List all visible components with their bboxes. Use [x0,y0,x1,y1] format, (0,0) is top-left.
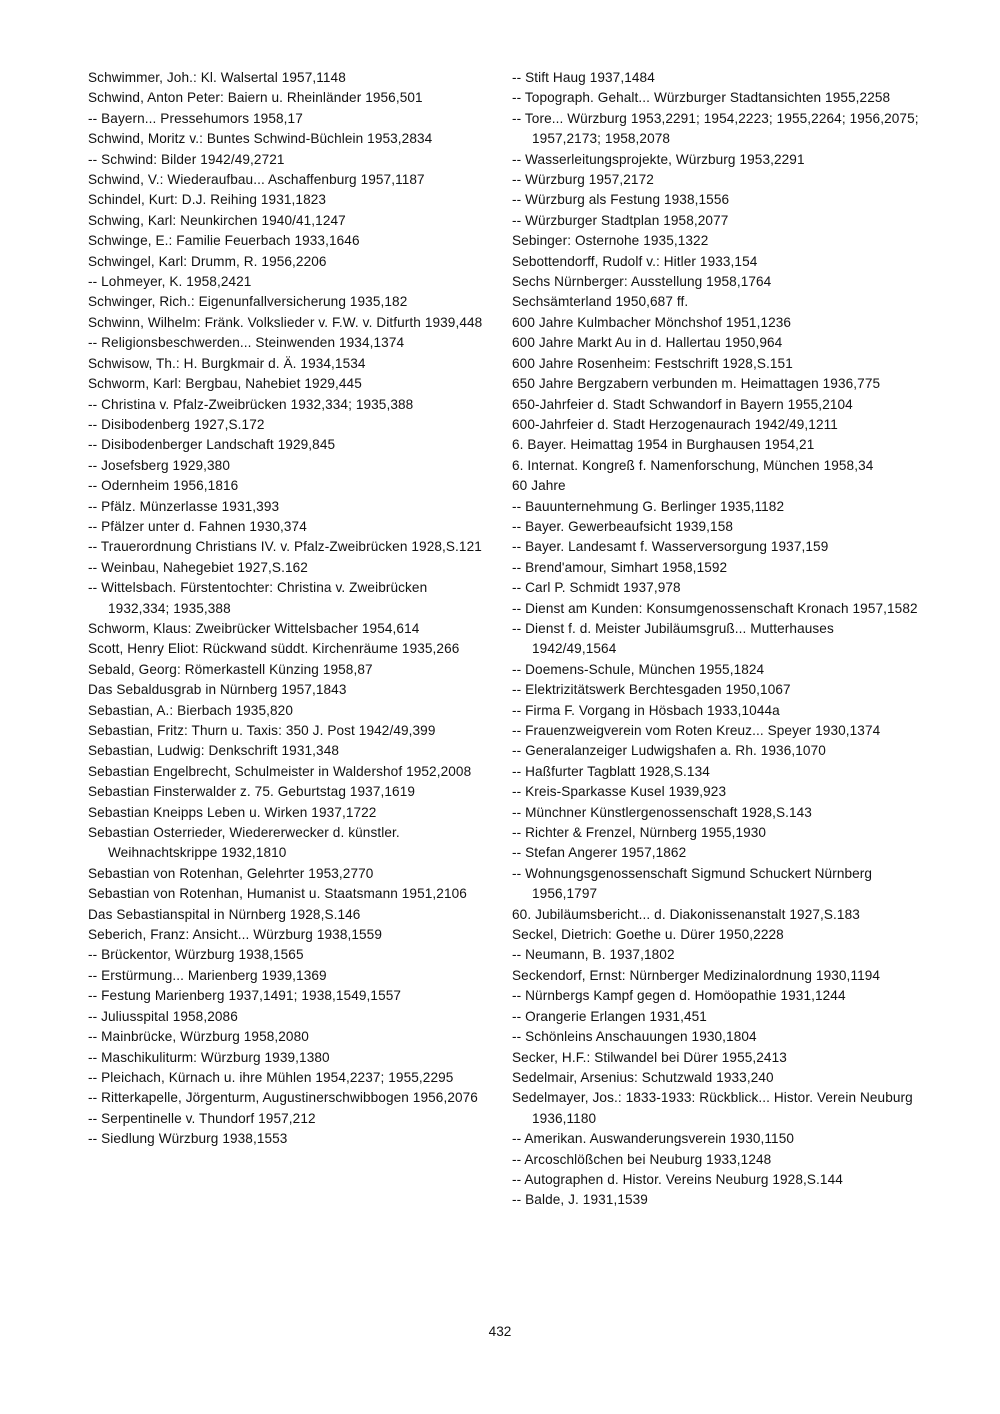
index-entry: Schworm, Karl: Bergbau, Nahebiet 1929,445 [88,376,362,392]
index-entry: -- Würzburg 1957,2172 [512,172,654,188]
index-entry: Sebastian von Rotenhan, Humanist u. Staatsmann 1951,2106 [88,886,467,902]
index-entry: Sebastian von Rotenhan, Gelehrter 1953,2770 [88,865,374,881]
index-entry: -- Frauenzweigverein vom Roten Kreuz... Speyer 1930,1374 [512,723,881,738]
index-entry: Sedelmair, Arsenius: Schutzwald 1933,240 [512,1069,774,1085]
index-entry: -- Religionsbeschwerden... Steinwenden 1934,1374 [88,335,405,351]
index-entry: Schwind, Anton Peter: Baiern u. Rheinländer 1956,501 [88,90,423,106]
index-entry: -- Doemens-Schule, München 1955,1824 [512,661,765,677]
index-entry: Scott, Henry Eliot: Rückwand süddt. Kirchenräume 1935,266 [88,641,460,657]
index-entry: Schwind, V.: Wiederaufbau... Aschaffenburg 1957,1187 [88,172,425,188]
index-entry: Sebinger: Osternohe 1935,1322 [512,233,709,249]
index-entry: -- Pfälzer unter d. Fahnen 1930,374 [88,518,307,534]
index-entry: -- Disibodenberger Landschaft 1929,845 [88,437,336,453]
index-entry: -- Disibodenberg 1927,S.172 [88,416,265,432]
index-entry: -- Siedlung Würzburg 1938,1553 [88,1131,288,1147]
index-entry: -- Brend'amour, Simhart 1958,1592 [512,559,728,575]
index-entry: Das Sebastianspital in Nürnberg 1928,S.146 [88,906,361,922]
index-entry: Sebastian, Fritz: Thurn u. Taxis: 350 J. Post 1942/49,399 [88,723,436,738]
index-entry: Sedelmayer, Jos.: 1833-1933: Rückblick... Histor. Verein Neuburg 1936,1180 [512,1090,913,1126]
index-entry: -- Festung Marienberg 1937,1491; 1938,1549,1557 [88,988,402,1004]
index-entry: Schwinn, Wilhelm: Fränk. Volkslieder v. F.W. v. Ditfurth 1939,448 [88,314,483,330]
index-entry: 60. Jubiläumsbericht... d. Diakonissenanstalt 1927,S.183 [512,906,860,922]
index-entry: Sebastian Osterrieder, Wiedererwecker d. künstler. Weihnachtskrippe 1932,1810 [88,825,400,861]
index-entry: -- Stefan Angerer 1957,1862 [512,845,687,861]
index-entry: -- Neumann, B. 1937,1802 [512,947,675,963]
index-entry: Sebottendorff, Rudolf v.: Hitler 1933,154 [512,253,758,269]
index-entry: -- Generalanzeiger Ludwigshafen a. Rh. 1936,1070 [512,743,826,759]
index-entry: Secker, H.F.: Stilwandel bei Dürer 1955,2413 [512,1049,787,1065]
index-entry: -- Trauerordnung Christians IV. v. Pfalz-Zweibrücken 1928,S.121 [88,539,482,555]
index-entry: -- Elektrizitätswerk Berchtesgaden 1950,1067 [512,682,791,698]
index-entry: -- Würzburger Stadtplan 1958,2077 [512,212,729,228]
index-entry: Schwind, Moritz v.: Buntes Schwind-Büchlein 1953,2834 [88,131,433,147]
index-entry: 6. Internat. Kongreß f. Namenforschung, München 1958,34 [512,457,874,473]
index-entry: Seberich, Franz: Ansicht... Würzburg 1938,1559 [88,927,382,943]
index-entry: -- Ritterkapelle, Jörgenturm, Augustinerschwibbogen 1956,2076 [88,1090,478,1106]
index-entry: Sebald, Georg: Römerkastell Künzing 1958,87 [88,661,373,677]
index-entry: -- Kreis-Sparkasse Kusel 1939,923 [512,784,727,800]
index-entry: Das Sebaldusgrab in Nürnberg 1957,1843 [88,682,347,698]
index-entry: -- Firma F. Vorgang in Hösbach 1933,1044a [512,702,780,718]
index-entry: Schwisow, Th.: H. Burgkmair d. Ä. 1934,1534 [88,355,366,371]
index-entry: -- Odernheim 1956,1816 [88,478,239,494]
index-entry: 600-Jahrfeier d. Stadt Herzogenaurach 1942/49,1211 [512,416,838,432]
index-entry: Sebastian Finsterwalder z. 75. Geburtstag 1937,1619 [88,784,416,800]
left-index-column [88,68,488,1150]
index-entry: 600 Jahre Rosenheim: Festschrift 1928,S.151 [512,355,793,371]
index-entry: -- Lohmeyer, K. 1958,2421 [88,274,252,290]
index-entry: -- Serpentinelle v. Thundorf 1957,212 [88,1110,316,1126]
index-entry: -- Münchner Künstlergenossenschaft 1928,S.143 [512,804,812,820]
index-entry: Sechsämterland 1950,687 ff. [512,294,689,310]
index-entry: -- Wasserleitungsprojekte, Würzburg 1953,2291 [512,151,805,167]
index-entry: -- Mainbrücke, Würzburg 1958,2080 [88,1029,309,1045]
index-entry: Schwingel, Karl: Drumm, R. 1956,2206 [88,253,327,269]
index-entry: 650 Jahre Bergzabern verbunden m. Heimattagen 1936,775 [512,376,881,392]
index-entry: 650-Jahrfeier d. Stadt Schwandorf in Bayern 1955,2104 [512,396,853,412]
index-entry: Schwimmer, Joh.: Kl. Walsertal 1957,1148 [88,70,346,85]
index-entry: 60 Jahre [512,478,566,494]
index-entry: -- Topograph. Gehalt... Würzburger Stadtansichten 1955,2258 [512,90,891,106]
index-entry: Seckendorf, Ernst: Nürnberger Medizinalordnung 1930,1194 [512,967,881,983]
index-entry: -- Nürnbergs Kampf gegen d. Homöopathie 1931,1244 [512,988,846,1004]
index-entry: -- Wohnungsgenossenschaft Sigmund Schuckert Nürnberg 1956,1797 [512,865,873,902]
index-entry: -- Bayern... Pressehumors 1958,17 [88,110,303,126]
index-entry: Sebastian Kneipps Leben u. Wirken 1937,1722 [88,804,377,820]
index-entry: -- Haßfurter Tagblatt 1928,S.134 [512,763,710,779]
index-entry: Sechs Nürnberger: Ausstellung 1958,1764 [512,274,772,290]
index-entry: Schwing, Karl: Neunkirchen 1940/41,1247 [88,212,346,228]
index-entry: -- Bayer. Gewerbeaufsicht 1939,158 [512,518,734,534]
index-entry: 6. Bayer. Heimattag 1954 in Burghausen 1954,21 [512,437,815,453]
index-entry: Sebastian, A.: Bierbach 1935,820 [88,702,293,718]
index-entry: Schindel, Kurt: D.J. Reihing 1931,1823 [88,192,327,208]
index-entry: -- Dienst am Kunden: Konsumgenossenschaft Kronach 1957,1582 [512,600,918,616]
index-entry: -- Arcoschlößchen bei Neuburg 1933,1248 [512,1151,772,1167]
index-entry: Schworm, Klaus: Zweibrücker Wittelsbacher 1954,614 [88,620,420,636]
index-entry: Seckel, Dietrich: Goethe u. Dürer 1950,2228 [512,927,784,943]
index-entry: -- Erstürmung... Marienberg 1939,1369 [88,967,327,983]
index-entry: -- Stift Haug 1937,1484 [512,70,655,85]
index-entry: -- Carl P. Schmidt 1937,978 [512,580,681,596]
index-entry: -- Tore... Würzburg 1953,2291; 1954,2223; 1955,2264; 1956,2075; 1957,2173; 1958,2078 [512,110,919,147]
index-entry: 600 Jahre Markt Au in d. Hallertau 1950,964 [512,335,783,351]
index-entry: -- Richter & Frenzel, Nürnberg 1955,1930 [512,825,767,841]
index-entry: -- Würzburg als Festung 1938,1556 [512,192,730,208]
index-entry: -- Schönleins Anschauungen 1930,1804 [512,1029,757,1045]
index-entry: -- Weinbau, Nahegebiet 1927,S.162 [88,559,308,575]
index-entry: -- Josefsberg 1929,380 [88,457,231,473]
index-entry: -- Pleichach, Kürnach u. ihre Mühlen 1954,2237; 1955,2295 [88,1069,454,1085]
index-entry: -- Pfälz. Münzerlasse 1931,393 [88,498,280,514]
index-entry: -- Juliusspital 1958,2086 [88,1008,238,1024]
index-entry: -- Schwind: Bilder 1942/49,2721 [88,151,285,167]
index-entry: Schwinge, E.: Familie Feuerbach 1933,1646 [88,233,360,249]
right-index-column [512,68,922,1211]
page-number: 432 [488,1324,512,1339]
index-entry: -- Christina v. Pfalz-Zweibrücken 1932,334; 1935,388 [88,396,414,412]
index-entry: -- Orangerie Erlangen 1931,451 [512,1008,707,1024]
index-entry: -- Dienst f. d. Meister Jubiläumsgruß... Mutterhauses 1942/49,1564 [512,620,834,657]
index-entry: -- Autographen d. Histor. Vereins Neuburg 1928,S.144 [512,1171,843,1187]
index-entry: Sebastian Engelbrecht, Schulmeister in Waldershof 1952,2008 [88,763,472,779]
index-entry: -- Brückentor, Würzburg 1938,1565 [88,947,304,963]
index-entry: Sebastian, Ludwig: Denkschrift 1931,348 [88,743,340,759]
index-entry: -- Amerikan. Auswanderungsverein 1930,1150 [512,1131,795,1147]
index-entry: 600 Jahre Kulmbacher Mönchshof 1951,1236 [512,314,792,330]
index-entry: -- Bayer. Landesamt f. Wasserversorgung 1937,159 [512,539,829,555]
index-entry: -- Bauunternehmung G. Berlinger 1935,1182 [512,498,785,514]
index-entry: Schwinger, Rich.: Eigenunfallversicherung 1935,182 [88,294,408,310]
index-entry: -- Maschikuliturm: Würzburg 1939,1380 [88,1049,330,1065]
index-entry: -- Balde, J. 1931,1539 [512,1192,648,1208]
index-entry: -- Wittelsbach. Fürstentochter: Christina v. Zweibrücken 1932,334; 1935,388 [88,580,428,616]
